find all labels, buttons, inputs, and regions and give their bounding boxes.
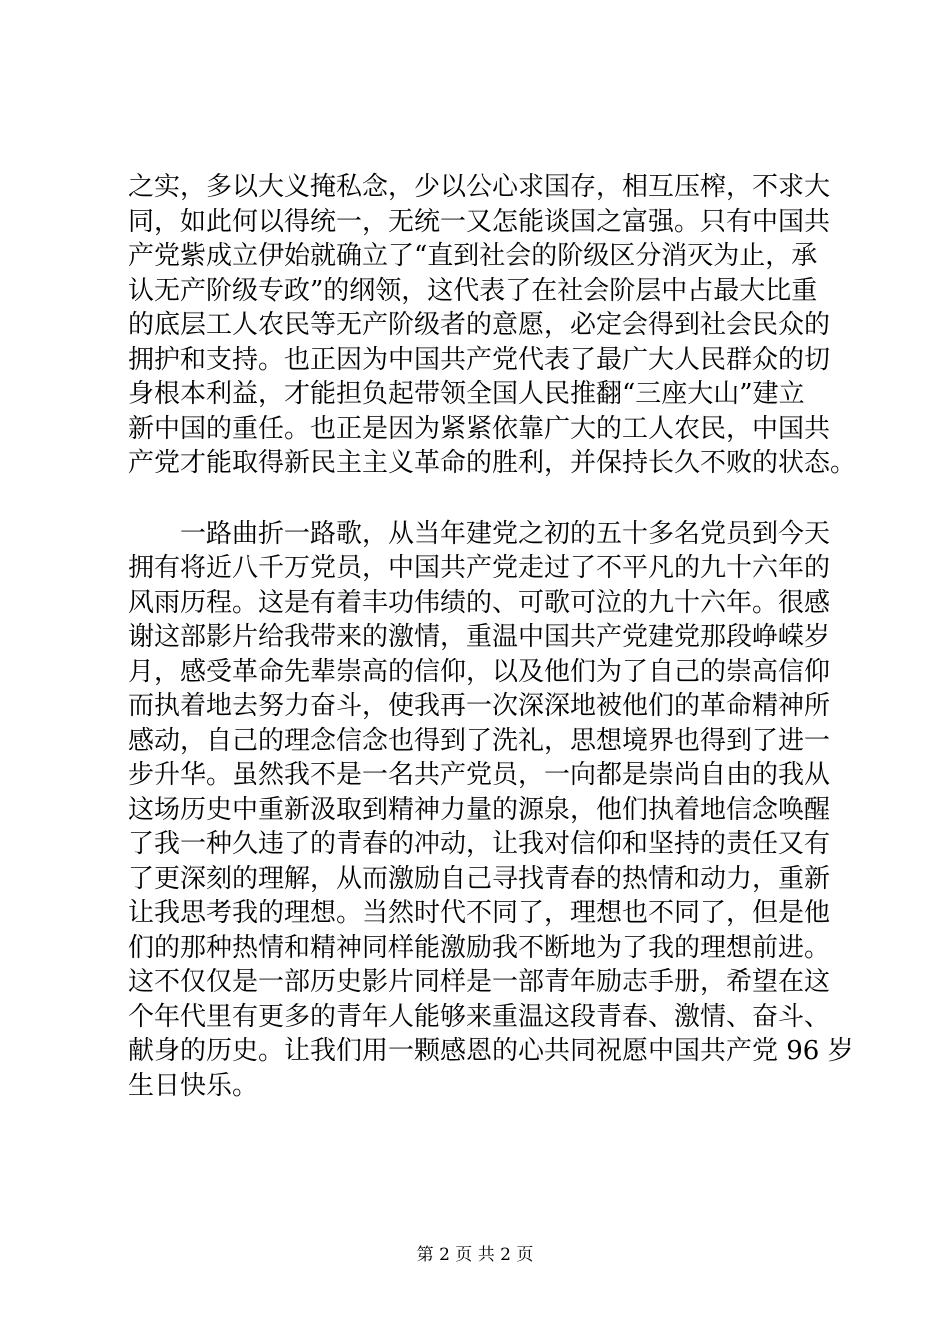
text-line: 之实，多以大义掩私念，少以公心求国存，相互压榨，不求大: [128, 172, 831, 202]
paragraph-2: [128, 517, 854, 1104]
text-line: 身根本利益，才能担负起带领全国人民推翻“三座大山”建立: [128, 379, 805, 409]
page-number-label: 第 2 页 共 2 页: [416, 1245, 534, 1265]
text-line: 谢这部影片给我带来的激情，重温中国共产党建党那段峥嵘岁: [128, 622, 831, 652]
text-line: 风雨历程。这是有着丰功伟绩的、可歌可泣的九十六年。很感: [128, 587, 831, 618]
text-line: 同，如此何以得统一，无统一又怎能谈国之富强。只有中国共: [128, 206, 831, 237]
text-line: 生日快乐。: [128, 1070, 259, 1101]
document-body: [128, 170, 857, 1103]
text-line: 的底层工人农民等无产阶级者的意愿，必定会得到社会民众的: [128, 310, 831, 340]
text-line: 这不仅仅是一部历史影片同样是一部青年励志手册，希望在这: [128, 967, 831, 997]
text-line: 新中国的重任。也正是因为紧紧依靠广大的工人农民，中国共: [128, 413, 831, 444]
text-line: 月，感受革命先辈崇高的信仰，以及他们为了自己的崇高信仰: [128, 656, 831, 687]
text-line: 步升华。虽然我不是一名共产党员，一向都是崇尚自由的我从: [128, 760, 831, 790]
text-line: 认无产阶级专政”的纲领，这代表了在社会阶层中占最大比重: [128, 275, 818, 306]
page-footer: [0, 1244, 950, 1266]
text-line: 献身的历史。让我们用一颗感恩的心共同祝愿中国共产党 96 岁: [128, 1036, 854, 1066]
text-line: 产党紫成立伊始就确立了“直到社会的阶级区分消灭为止，承: [128, 241, 818, 271]
text-line: 让我思考我的理想。当然时代不同了，理想也不同了，但是他: [128, 898, 831, 928]
text-line: 这场历史中重新汲取到精神力量的源泉，他们执着地信念唤醒: [128, 794, 831, 825]
text-line: 拥有将近八千万党员，中国共产党走过了不平凡的九十六年的: [128, 553, 831, 583]
text-line: 感动，自己的理念信念也得到了洗礼，思想境界也得到了进一: [128, 725, 831, 756]
text-line: 拥护和支持。也正因为中国共产党代表了最广大人民群众的切: [128, 344, 831, 375]
text-line: 一路曲折一路歌，从当年建党之初的五十多名党员到今天: [128, 518, 831, 549]
text-line: 个年代里有更多的青年人能够来重温这段青春、激情、奋斗、: [128, 1001, 831, 1032]
text-line: 而执着地去努力奋斗，使我再一次深深地被他们的革命精神所: [128, 691, 831, 721]
text-line: 们的那种热情和精神同样能激励我不断地为了我的理想前进。: [128, 932, 831, 963]
paragraph-spacer: [128, 481, 828, 517]
text-line: 产党才能取得新民主主义革命的胜利，并保持长久不败的状态。: [128, 448, 857, 478]
text-line: 了我一种久违了的青春的冲动，让我对信仰和坚持的责任又有: [128, 829, 831, 859]
paragraph-1: [128, 170, 857, 481]
text-line: 了更深刻的理解，从而激励自己寻找青春的热情和动力，重新: [128, 863, 831, 894]
